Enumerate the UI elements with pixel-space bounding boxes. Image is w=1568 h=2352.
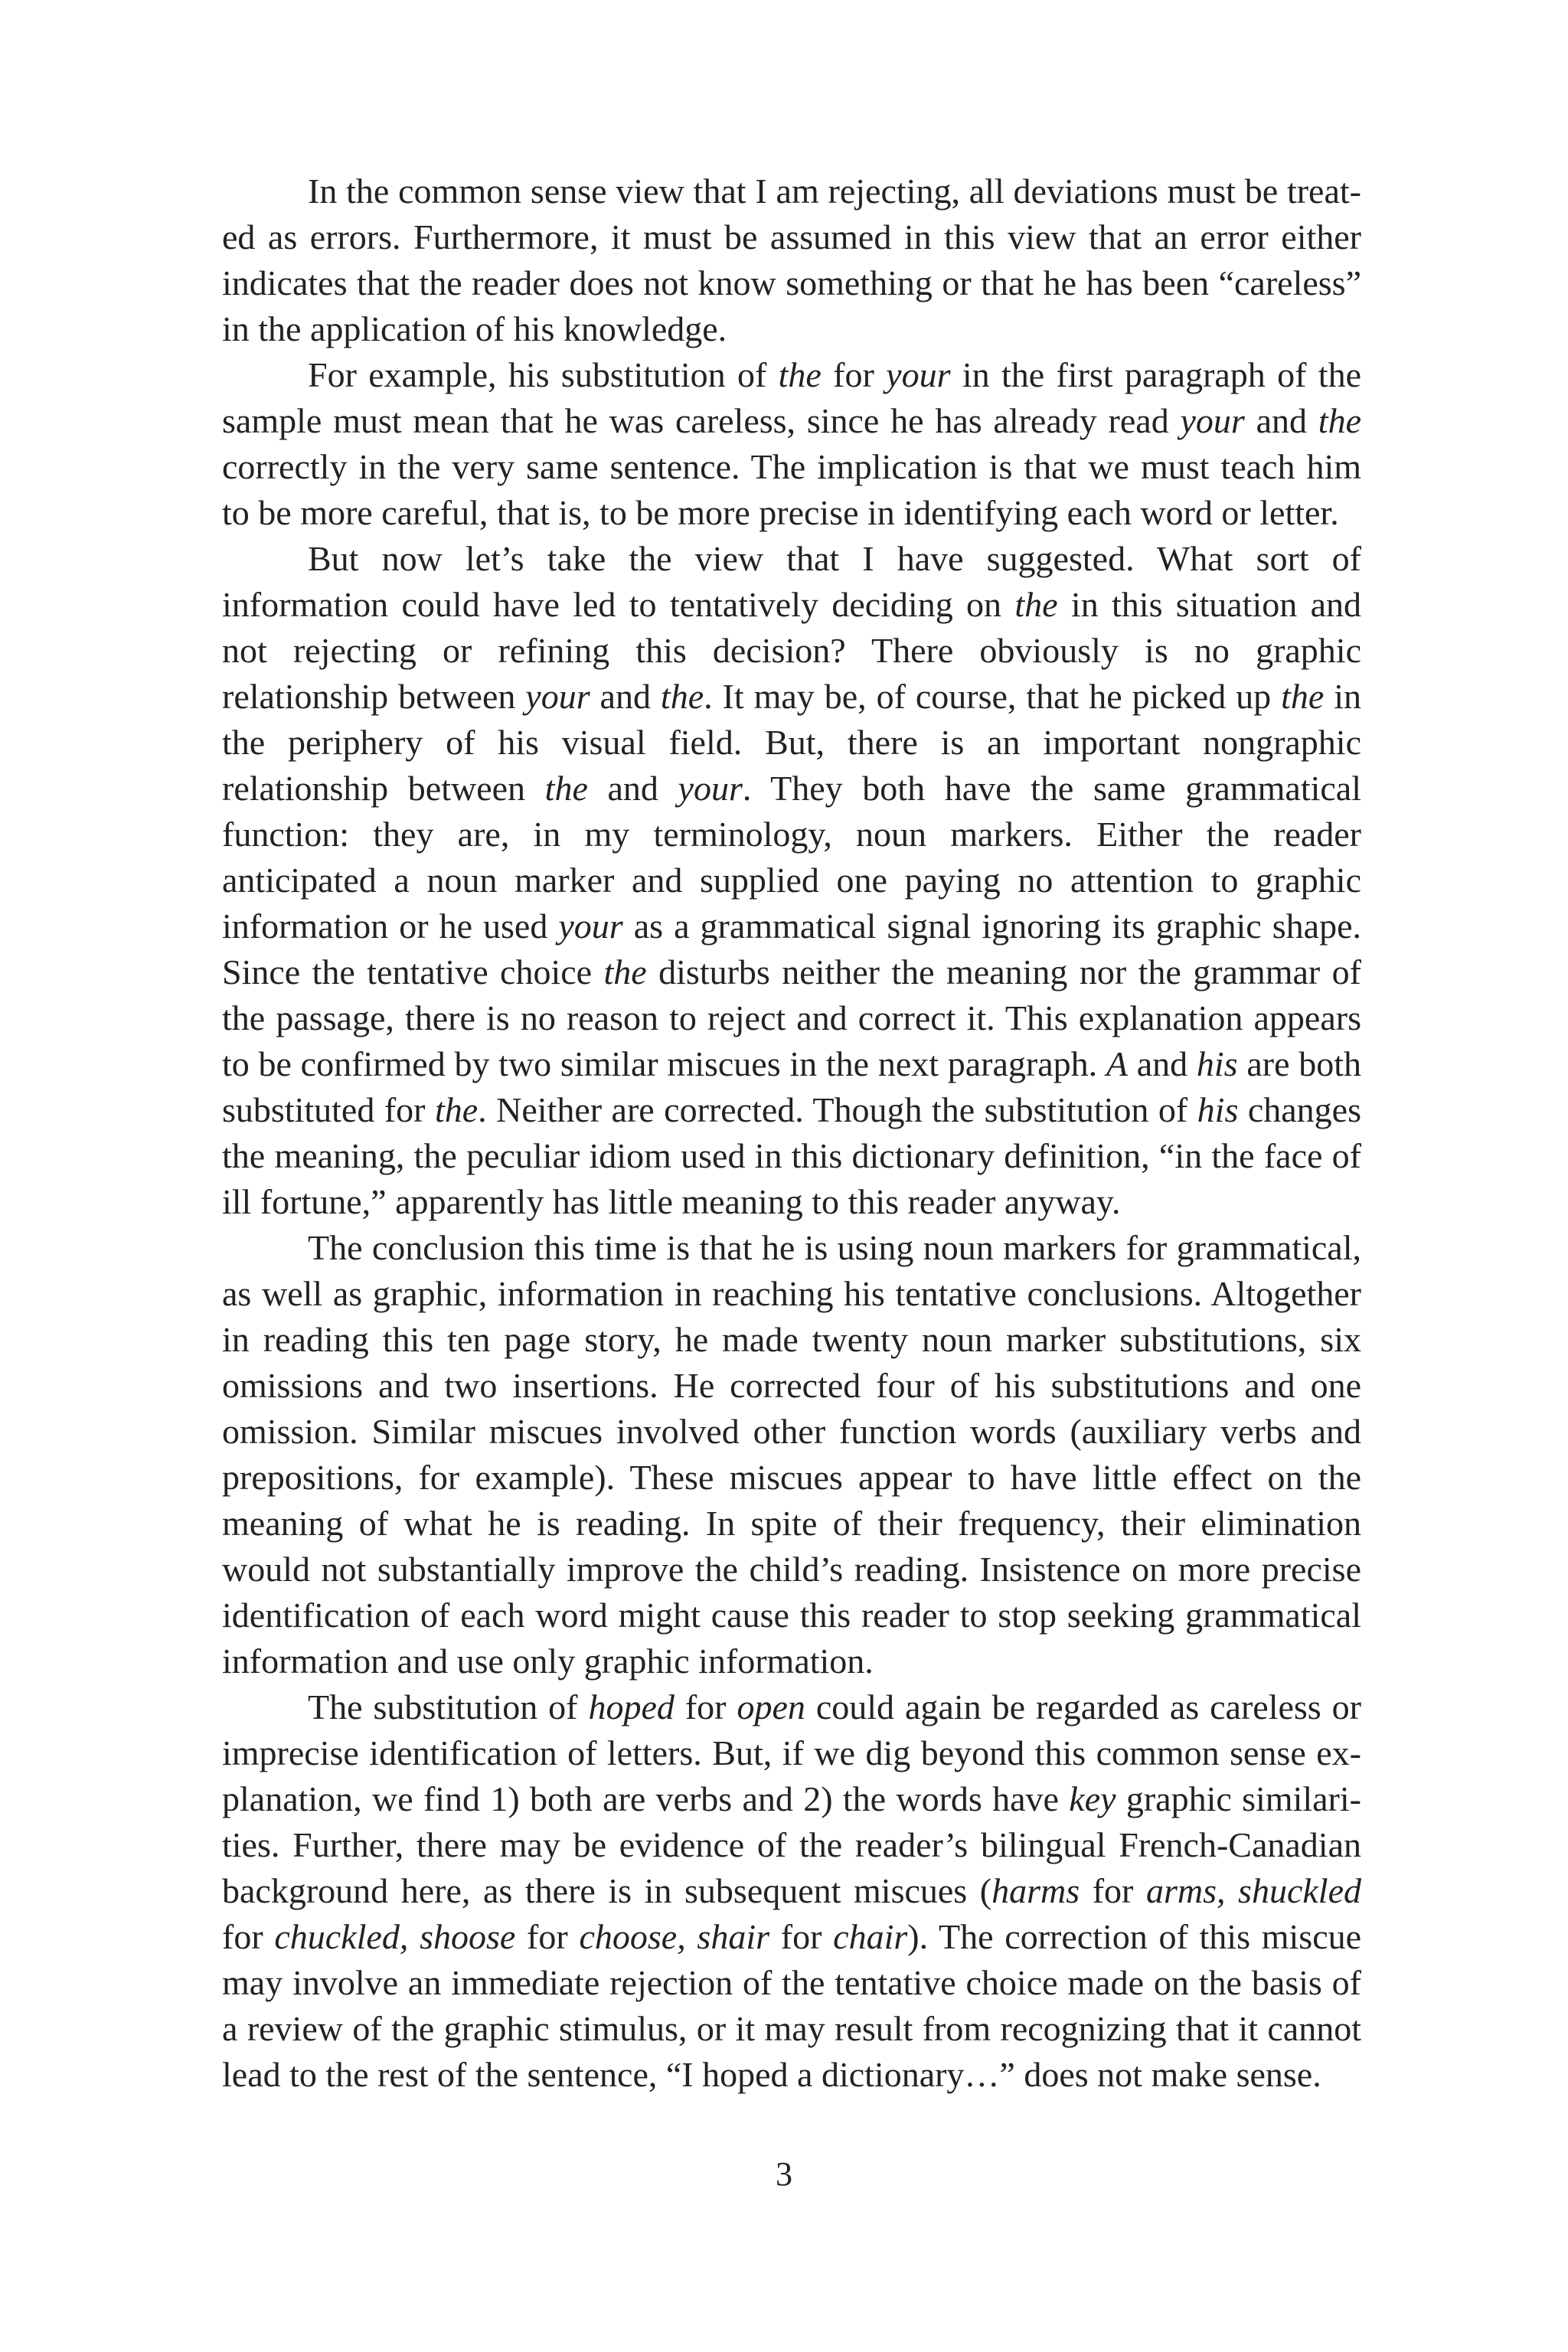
text-run: for: [674, 1687, 737, 1726]
text-run: graphic similarities. Further, there may be evidence of the reader’s bilingual French-Canadian background here, as there is in subsequent miscues (: [222, 1779, 1361, 1910]
text-run: But now let’s take the view that I have suggested. What sort of information could have led to tentatively deciding on: [222, 539, 1361, 624]
italic-term: your: [558, 906, 623, 946]
text-run: for: [515, 1917, 580, 1956]
italic-term: your: [525, 677, 590, 716]
text-run: could again be regarded as careless or imprecise identification of letters. But, if we dig beyond this common sense explanation, we find 1) both are verbs and 2) the words have: [222, 1687, 1361, 1818]
italic-term: chuckled, shoose: [274, 1917, 516, 1956]
italic-term: his: [1197, 1090, 1239, 1129]
text-run: and: [1128, 1044, 1197, 1083]
italic-term: his: [1196, 1044, 1238, 1083]
text-run: in the periphery of his visual field. But, there is an important nongraphic relationship between: [222, 677, 1361, 808]
italic-term: the: [1318, 401, 1361, 440]
italic-term: harms: [991, 1871, 1080, 1910]
text-run: changes the meaning, the peculiar idiom used in this dictionary definition, “in the face of ill fortune,” apparently has little meaning to this reader anyway.: [222, 1090, 1361, 1221]
text-run: and: [587, 769, 678, 808]
text-run: In the common sense view that I am rejecting, all deviations must be treated as errors. Furthermore, it must be assumed in this view that an error either indicates that the reader does not know something or that he has been “careless” in the application of his knowledge.: [222, 172, 1361, 348]
text-run: . Neither are corrected. Though the substitution of: [478, 1090, 1197, 1129]
text-run: correctly in the very same sentence. The implication is that we must teach him to be more careful, that is, to be more precise in identifying each word or letter.: [222, 447, 1361, 532]
italic-term: your: [678, 769, 743, 808]
text-run: for: [1080, 1871, 1146, 1910]
italic-term: hoped: [588, 1687, 675, 1726]
italic-term: arms, shuckled: [1145, 1871, 1361, 1910]
italic-term: your: [886, 355, 951, 394]
paragraph: [222, 536, 1361, 1225]
italic-term: chair: [833, 1917, 908, 1956]
paragraph: [222, 1225, 1361, 1684]
paragraph: [222, 352, 1361, 536]
italic-term: the: [778, 355, 822, 394]
text-run: . They both have the same grammatical function: they are, in my terminology, noun markers. Either the reader anticipated a noun marker and supplied one paying no attention to graphic information or he used: [222, 769, 1361, 946]
italic-term: your: [1180, 401, 1245, 440]
italic-term: the: [603, 952, 647, 991]
text-run: disturbs neither the meaning nor the grammar of the passage, there is no reason to reject and correct it. This explanation appears to be confirmed by two similar miscues in the next paragraph.: [222, 952, 1361, 1083]
text-run: for: [769, 1917, 834, 1956]
italic-term: the: [1281, 677, 1325, 716]
text-run: are both substituted for: [222, 1044, 1362, 1129]
text-run: . It may be, of course, that he picked up: [704, 677, 1282, 716]
text-run: as a grammatical signal ignoring its graphic shape. Since the tentative choice: [222, 906, 1361, 991]
italic-term: open: [737, 1687, 805, 1726]
page-number: 3: [776, 2155, 792, 2193]
text-run: for: [222, 1917, 275, 1956]
text-run: in the first paragraph of the sample must mean that he was careless, since he has already read: [222, 355, 1362, 440]
italic-term: A: [1106, 1044, 1128, 1083]
italic-term: the: [434, 1090, 479, 1129]
text-run: in this situation and not rejecting or refining this decision? There obviously is no graphic relationship between: [222, 585, 1361, 716]
text-run: The conclusion this time is that he is using noun markers for grammatical, as well as graphic, information in reaching his tentative conclusions. Altogether in reading this ten page story, he made twenty noun marker substitutions, six omissions and two insertions. He corrected four of his substitutions and one omission. Similar miscues involved other function words (auxiliary verbs and prepositions, for example). These miscues appear to have little effect on the meaning of what he is reading. In spite of their frequency, their elimination would not substantially improve the child’s reading. Insistence on more precise identification of each word might cause this reader to stop seeking grammatical information and use only graphic information.: [222, 1228, 1361, 1681]
text-run: for: [821, 355, 887, 394]
text-run: ). The correction of this miscue may involve an immediate rejection of the tentative choice made on the basis of a review of the graphic stimulus, or it may result from recognizing that it cannot lead to the rest of the sentence, “I hoped a dictionary…” does not make sense.: [222, 1917, 1362, 2094]
paragraph: [222, 1684, 1361, 2098]
italic-term: key: [1069, 1779, 1116, 1818]
italic-term: the: [544, 769, 588, 808]
text-run: The substitution of: [308, 1687, 589, 1726]
paragraph: [222, 168, 1361, 352]
text-run: and: [1244, 401, 1318, 440]
italic-term: the: [660, 677, 704, 716]
body-text: [222, 168, 1361, 2098]
text-run: and: [590, 677, 661, 716]
italic-term: choose, shair: [579, 1917, 770, 1956]
italic-term: the: [1014, 585, 1058, 624]
text-run: For example, his substitution of: [308, 355, 779, 394]
